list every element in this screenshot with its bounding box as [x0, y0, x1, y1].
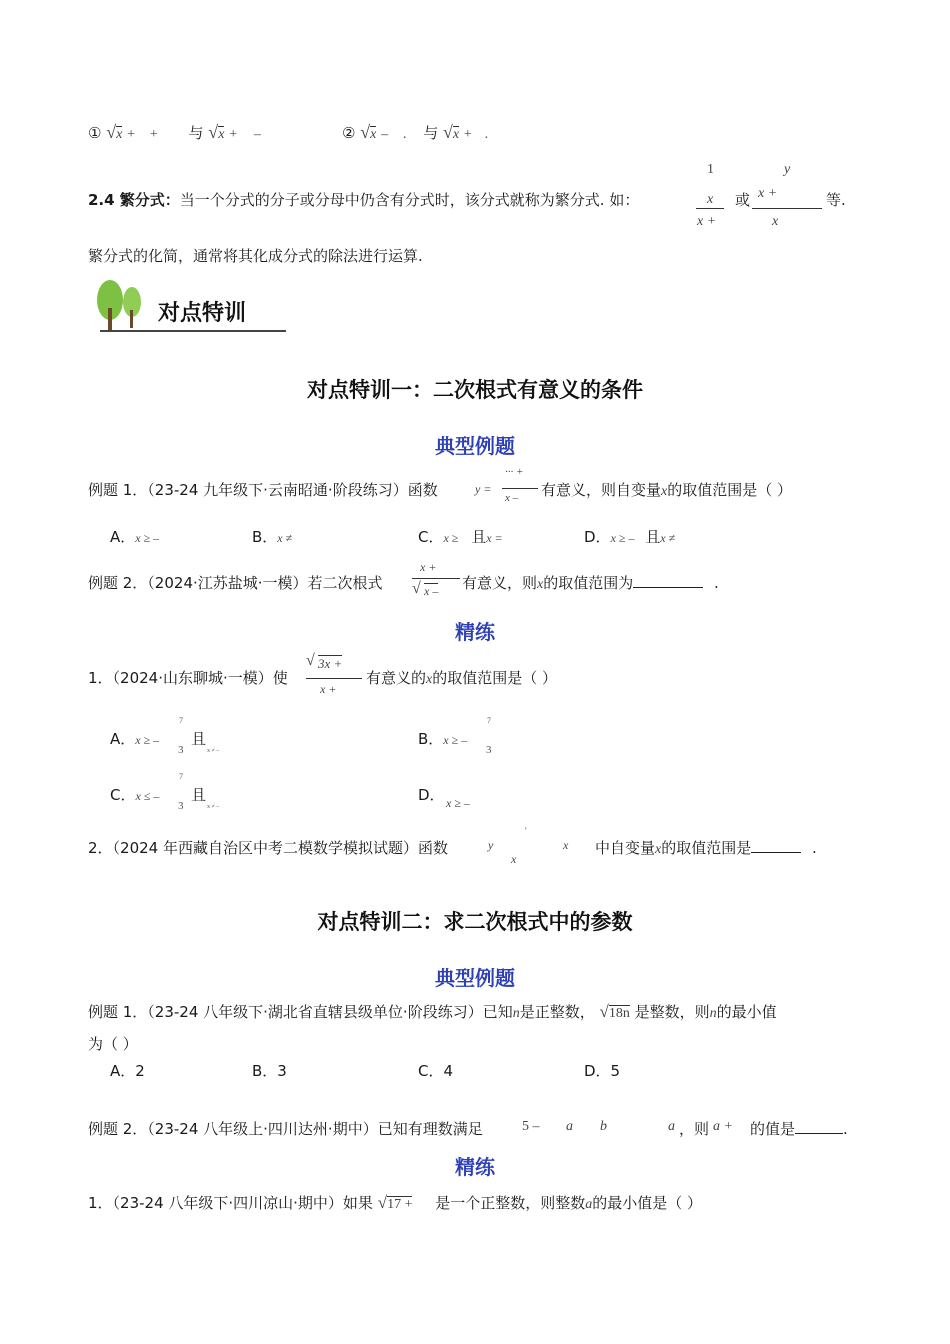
s1-q1-opt-d[interactable]: D．: [418, 786, 445, 804]
section2-typical-heading: 典型例题: [435, 966, 515, 990]
frac1-line: [696, 208, 724, 209]
section1-title: 对点特训一：二次根式有意义的条件: [307, 378, 643, 402]
sqrt-sign-icon: √: [360, 122, 371, 142]
section1-practice-heading: 精练: [455, 620, 495, 644]
s1-q1-num: 3x +: [318, 656, 343, 671]
s1-q1-suffix: 有意义的x的取值范围是（ ）: [366, 669, 558, 687]
frac2-top: y: [784, 162, 791, 177]
s1-q1-opt-d-expr: x ≥ –: [446, 796, 470, 810]
s1-ex1-opt-d[interactable]: D．x ≥ – 且x ≠: [584, 528, 676, 546]
sqrt-sign-icon: √: [106, 122, 117, 142]
s2-ex1-opt-b[interactable]: B．3: [252, 1062, 287, 1080]
top-expression-part2: ② √x – . 与 √x + .: [342, 122, 489, 142]
s2-ex1-opt-c[interactable]: C．4: [418, 1062, 454, 1080]
s1-q2-suffix: 中自变量x的取值范围是 .: [595, 839, 817, 857]
circled-one: ①: [88, 124, 102, 142]
section-label: 2.4 繁分式：: [88, 191, 180, 209]
s1-ex2-prefix: 例题 2．（2024·江苏盐城·一模）若二次根式: [88, 574, 383, 592]
banner: [90, 278, 290, 336]
s1-ex1-func-num: ··· +: [505, 466, 524, 478]
answer-blank[interactable]: [795, 1119, 843, 1134]
answer-blank[interactable]: [633, 573, 703, 588]
circled-two: ②: [342, 124, 356, 142]
s1-ex1-opt-a[interactable]: A．x ≥ –: [110, 528, 160, 546]
etc-text: 等.: [826, 191, 846, 209]
s2-ex2-suffix: 的值是 .: [750, 1120, 848, 1138]
s2-ex1-opt-a[interactable]: A．2: [110, 1062, 145, 1080]
or-text: 或: [735, 191, 751, 209]
frac1-numerator: 1: [707, 162, 714, 177]
s1-ex1-opt-b[interactable]: B．x ≠: [252, 528, 293, 546]
s1-ex1-suffix: 有意义，则自变量x的取值范围是（ ）: [541, 481, 793, 499]
s1-ex2-suffix: 有意义，则x的取值范围为 .: [462, 574, 719, 592]
sqrt-sign-icon: √: [306, 652, 315, 669]
sqrt-sign-icon: √: [442, 122, 453, 142]
s1-q1-den: x +: [320, 682, 337, 696]
frac2-numerator: x +: [758, 186, 778, 201]
s2-ex2-prefix: 例题 2．（23-24 八年级上·四川达州·期中）已知有理数满足: [88, 1120, 483, 1138]
s1-ex1-func-lhs: y =: [475, 482, 492, 496]
s1-ex1-func-den: x –: [505, 492, 519, 504]
s1-q1-prefix: 1．（2024·山东聊城·一模）使: [88, 669, 288, 687]
s1-q1-opt-b[interactable]: B．x ≥ –: [418, 730, 468, 748]
s1-ex1-opt-c[interactable]: C．x ≥ 且x =: [418, 528, 503, 546]
answer-blank[interactable]: [751, 838, 801, 853]
banner-title: 对点特训: [158, 301, 247, 326]
frac2-denominator: x: [772, 214, 779, 229]
frac2-line: [752, 208, 822, 209]
s1-q1-opt-a[interactable]: A．x ≥ –: [110, 730, 160, 748]
section2-practice-heading: 精练: [455, 1155, 495, 1179]
sqrt-sign-icon: √: [599, 1002, 609, 1021]
top-expression-line: ① √x + + 与 √x + –: [88, 122, 261, 142]
s2-ex1-opt-d[interactable]: D．5: [584, 1062, 621, 1080]
sqrt-sign-icon: √: [377, 1193, 388, 1212]
s1-ex1-line: 例题 1．（23-24 九年级下·云南昭通·阶段练习）函数: [88, 481, 438, 499]
s1-ex2-den: x –: [424, 584, 439, 598]
s2-ex1-line1: 例题 1．（23-24 八年级下·湖北省直辖县级单位·阶段练习）已知n是正整数， √18n 是整数，则n的最小值: [88, 1002, 777, 1021]
s1-q2-prefix: 2．（2024 年西藏自治区中考二模数学模拟试题）函数: [88, 839, 448, 857]
s2-q1-line: 1．（23-24 八年级下·四川凉山·期中）如果 √17 + 是一个正整数，则整数a的最小值是（ ）: [88, 1193, 703, 1212]
section1-typical-heading: 典型例题: [435, 434, 515, 458]
s2-ex1-line2: 为（ ）: [88, 1035, 138, 1053]
frac1-denominator: x +: [697, 214, 717, 229]
s1-q1-opt-c[interactable]: C．x ≤ –: [110, 786, 160, 804]
frac1-inner: x: [707, 192, 714, 207]
sqrt-sign-icon: √: [412, 580, 421, 597]
sqrt-sign-icon: √: [208, 122, 219, 142]
section-2-4-line1: 2.4 繁分式：当一个分式的分子或分母中仍含有分式时，该分式就称为繁分式. 如：: [88, 191, 640, 209]
s1-ex2-num: x +: [420, 560, 437, 574]
section2-title: 对点特训二：求二次根式中的参数: [317, 910, 633, 934]
section-2-4-line2: 繁分式的化简，通常将其化成分式的除法进行运算.: [88, 247, 423, 265]
